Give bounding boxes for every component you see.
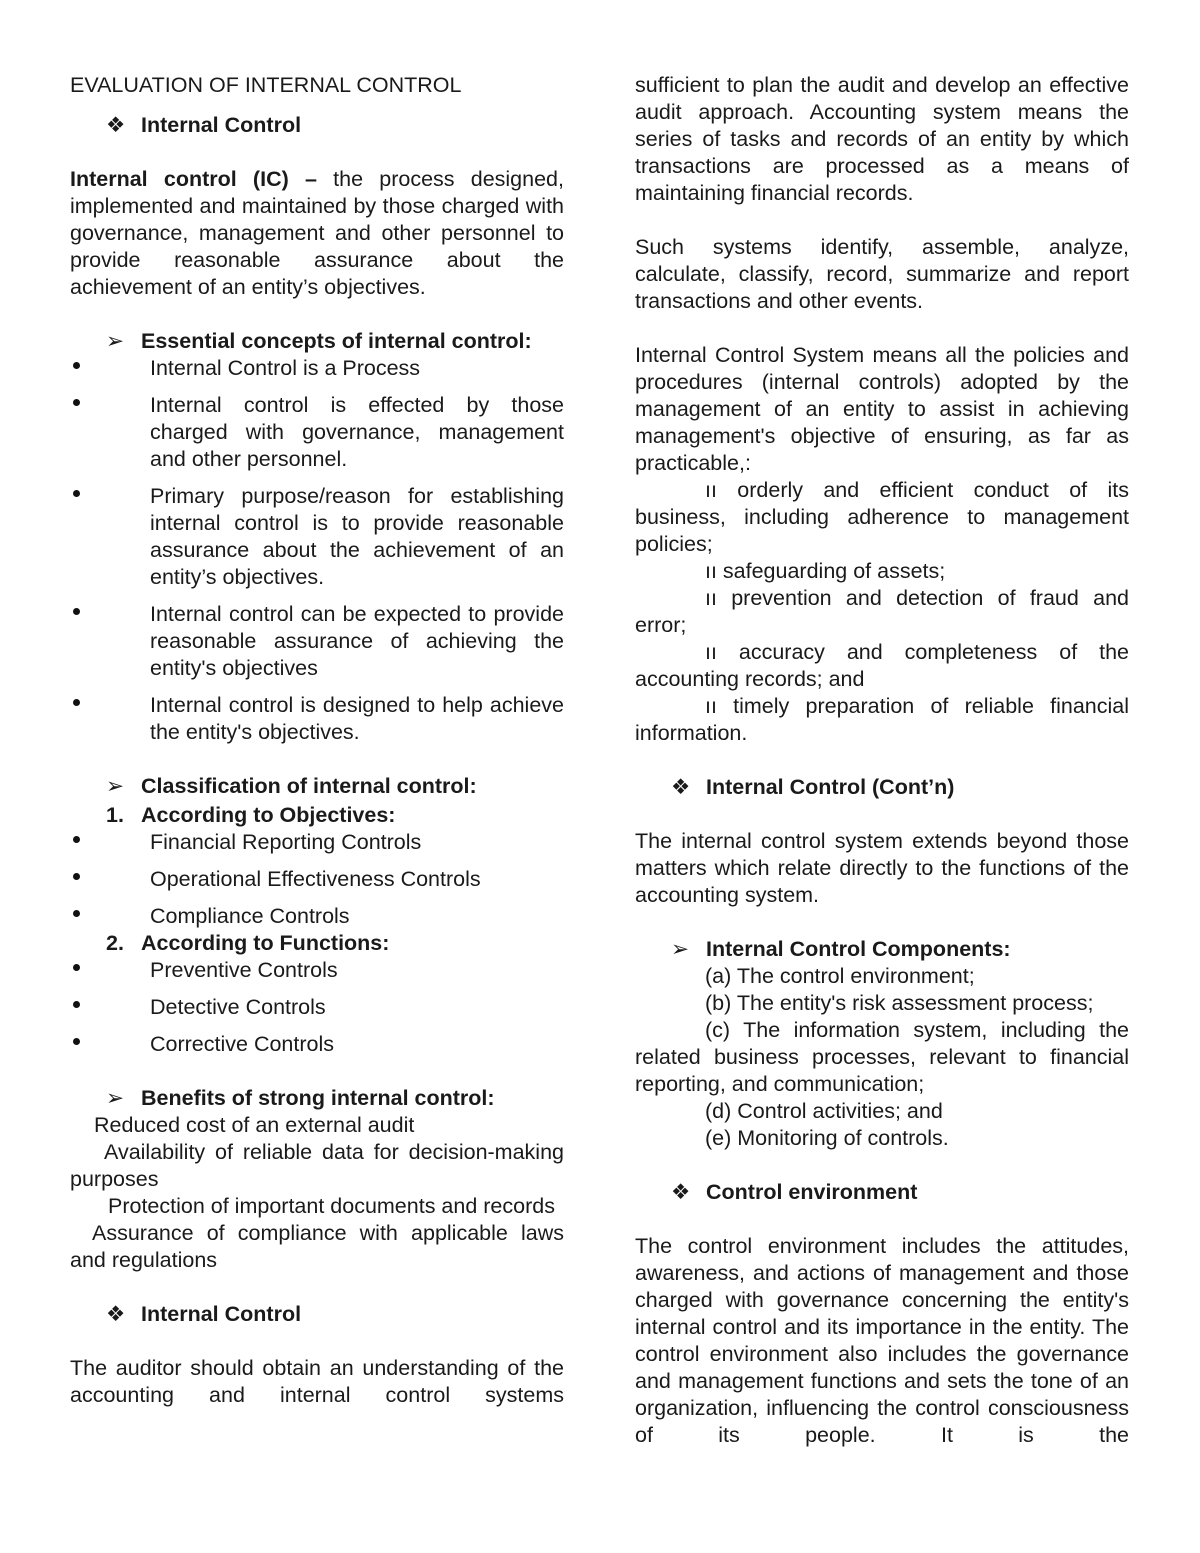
ic-definition <box>70 166 564 301</box>
section-heading-essential-concepts <box>106 328 564 355</box>
diamond-bullet-icon: ❖ <box>106 113 126 137</box>
ic-definition-term: Internal control (IC) – <box>70 167 317 191</box>
heading-text: Internal Control <box>141 1302 302 1326</box>
list-item: Internal control is designed to help achieve the entity's objectives. <box>150 693 564 744</box>
list-item: Detective Controls <box>150 995 326 1019</box>
section-heading-internal-control-cont <box>671 774 1129 801</box>
list-item: Internal control is effected by those charged with governance, management and other personnel. <box>150 393 564 471</box>
heading-text: Classification of internal control: <box>141 774 477 798</box>
heading-text: Internal Control <box>141 113 302 137</box>
subheading-functions: 2. According to Functions: <box>106 931 390 955</box>
auditor-paragraph: The auditor should obtain an understanding of the accounting and internal control systems <box>70 1356 564 1407</box>
section-heading-control-environment <box>671 1179 1129 1206</box>
list-item: Protection of important documents and records <box>108 1194 555 1218</box>
list-item: (a) The control environment; <box>705 964 975 988</box>
section-heading-internal-control <box>106 112 564 139</box>
list-item: ıı orderly and efficient conduct of its business, including adherence to management policies; <box>635 478 1129 556</box>
heading-text: Internal Control Components: <box>706 937 1011 961</box>
benefits-list <box>70 1112 564 1274</box>
section-heading-benefits <box>106 1085 564 1112</box>
such-systems-paragraph: Such systems identify, assemble, analyze, calculate, classify, record, summarize and report transactions and other events. <box>635 235 1129 313</box>
right-column <box>635 72 1129 1449</box>
heading-text: Control environment <box>706 1180 918 1204</box>
control-environment-paragraph: The control environment includes the attitudes, awareness, and actions of management and those charged with governance concerning the entity's internal control and its importance in the entity. The control environment also includes the governance and management functions and sets the tone of an organization, influencing the control consciousness of its people. It is the <box>635 1234 1129 1447</box>
heading-text: Internal Control (Cont’n) <box>706 775 955 799</box>
arrow-bullet-icon: ➢ <box>106 329 125 353</box>
arrow-bullet-icon: ➢ <box>106 774 125 798</box>
cont-paragraph: The internal control system extends beyond those matters which relate directly to the functions of the accounting system. <box>635 829 1129 907</box>
list-item: Availability of reliable data for decision-making purposes <box>70 1140 564 1191</box>
arrow-bullet-icon: ➢ <box>106 1086 125 1110</box>
essential-concepts-list <box>70 355 564 746</box>
continuation-paragraph: sufficient to plan the audit and develop an effective audit approach. Accounting system means the series of tasks and records of an entity by which transactions are processed as a means of maintaining financial records. <box>635 73 1129 205</box>
list-item: (b) The entity's risk assessment process; <box>705 991 1094 1015</box>
list-item: Assurance of compliance with applicable laws and regulations <box>70 1221 564 1272</box>
list-item: Compliance Controls <box>150 904 350 928</box>
section-heading-internal-control-2 <box>106 1301 564 1328</box>
list-item: (e) Monitoring of controls. <box>705 1126 949 1150</box>
diamond-bullet-icon: ❖ <box>671 775 691 799</box>
list-item: ıı prevention and detection of fraud and error; <box>635 586 1129 637</box>
list-item: ıı timely preparation of reliable financial information. <box>635 694 1129 745</box>
left-column <box>70 72 564 1409</box>
list-item: Internal control can be expected to provide reasonable assurance of achieving the entity's objectives <box>150 602 564 680</box>
list-item: Financial Reporting Controls <box>150 830 422 854</box>
list-item: ıı accuracy and completeness of the accounting records; and <box>635 640 1129 691</box>
subheading-objectives: 1. According to Objectives: <box>106 803 396 827</box>
list-item: Corrective Controls <box>150 1032 334 1056</box>
section-heading-classification <box>106 773 564 800</box>
diamond-bullet-icon: ❖ <box>106 1302 126 1326</box>
functions-list <box>70 957 564 1058</box>
ic-definition-text: the process designed, implemented and maintained by those charged with governance, management and other personnel to provide reasonable assurance about the achievement of an entity’s objectives. <box>70 167 564 299</box>
list-item: (c) The information system, including the related business processes, relevant to financial reporting, and communication; <box>635 1018 1129 1096</box>
heading-text: Essential concepts of internal control: <box>141 329 532 353</box>
list-item: Primary purpose/reason for establishing internal control is to provide reasonable assurance about the achievement of an entity’s objectives. <box>150 484 564 589</box>
list-item: Reduced cost of an external audit <box>94 1113 415 1137</box>
objectives-list <box>70 829 564 930</box>
list-item: (d) Control activities; and <box>705 1099 943 1123</box>
list-item: ıı safeguarding of assets; <box>705 559 946 583</box>
heading-text: Benefits of strong internal control: <box>141 1086 495 1110</box>
list-item: Preventive Controls <box>150 958 338 982</box>
section-heading-components <box>671 936 1129 963</box>
list-item: Internal Control is a Process <box>150 356 421 380</box>
arrow-bullet-icon: ➢ <box>671 937 690 961</box>
page-title: EVALUATION OF INTERNAL CONTROL <box>70 73 462 97</box>
diamond-bullet-icon: ❖ <box>671 1180 691 1204</box>
list-item: Operational Effectiveness Controls <box>150 867 481 891</box>
ics-intro-paragraph: Internal Control System means all the policies and procedures (internal controls) adopted by the management of an entity to assist in achieving management's objective of ensuring, as far as practicable,: <box>635 343 1129 475</box>
components-list <box>635 963 1129 1152</box>
ics-objectives-list <box>635 477 1129 747</box>
